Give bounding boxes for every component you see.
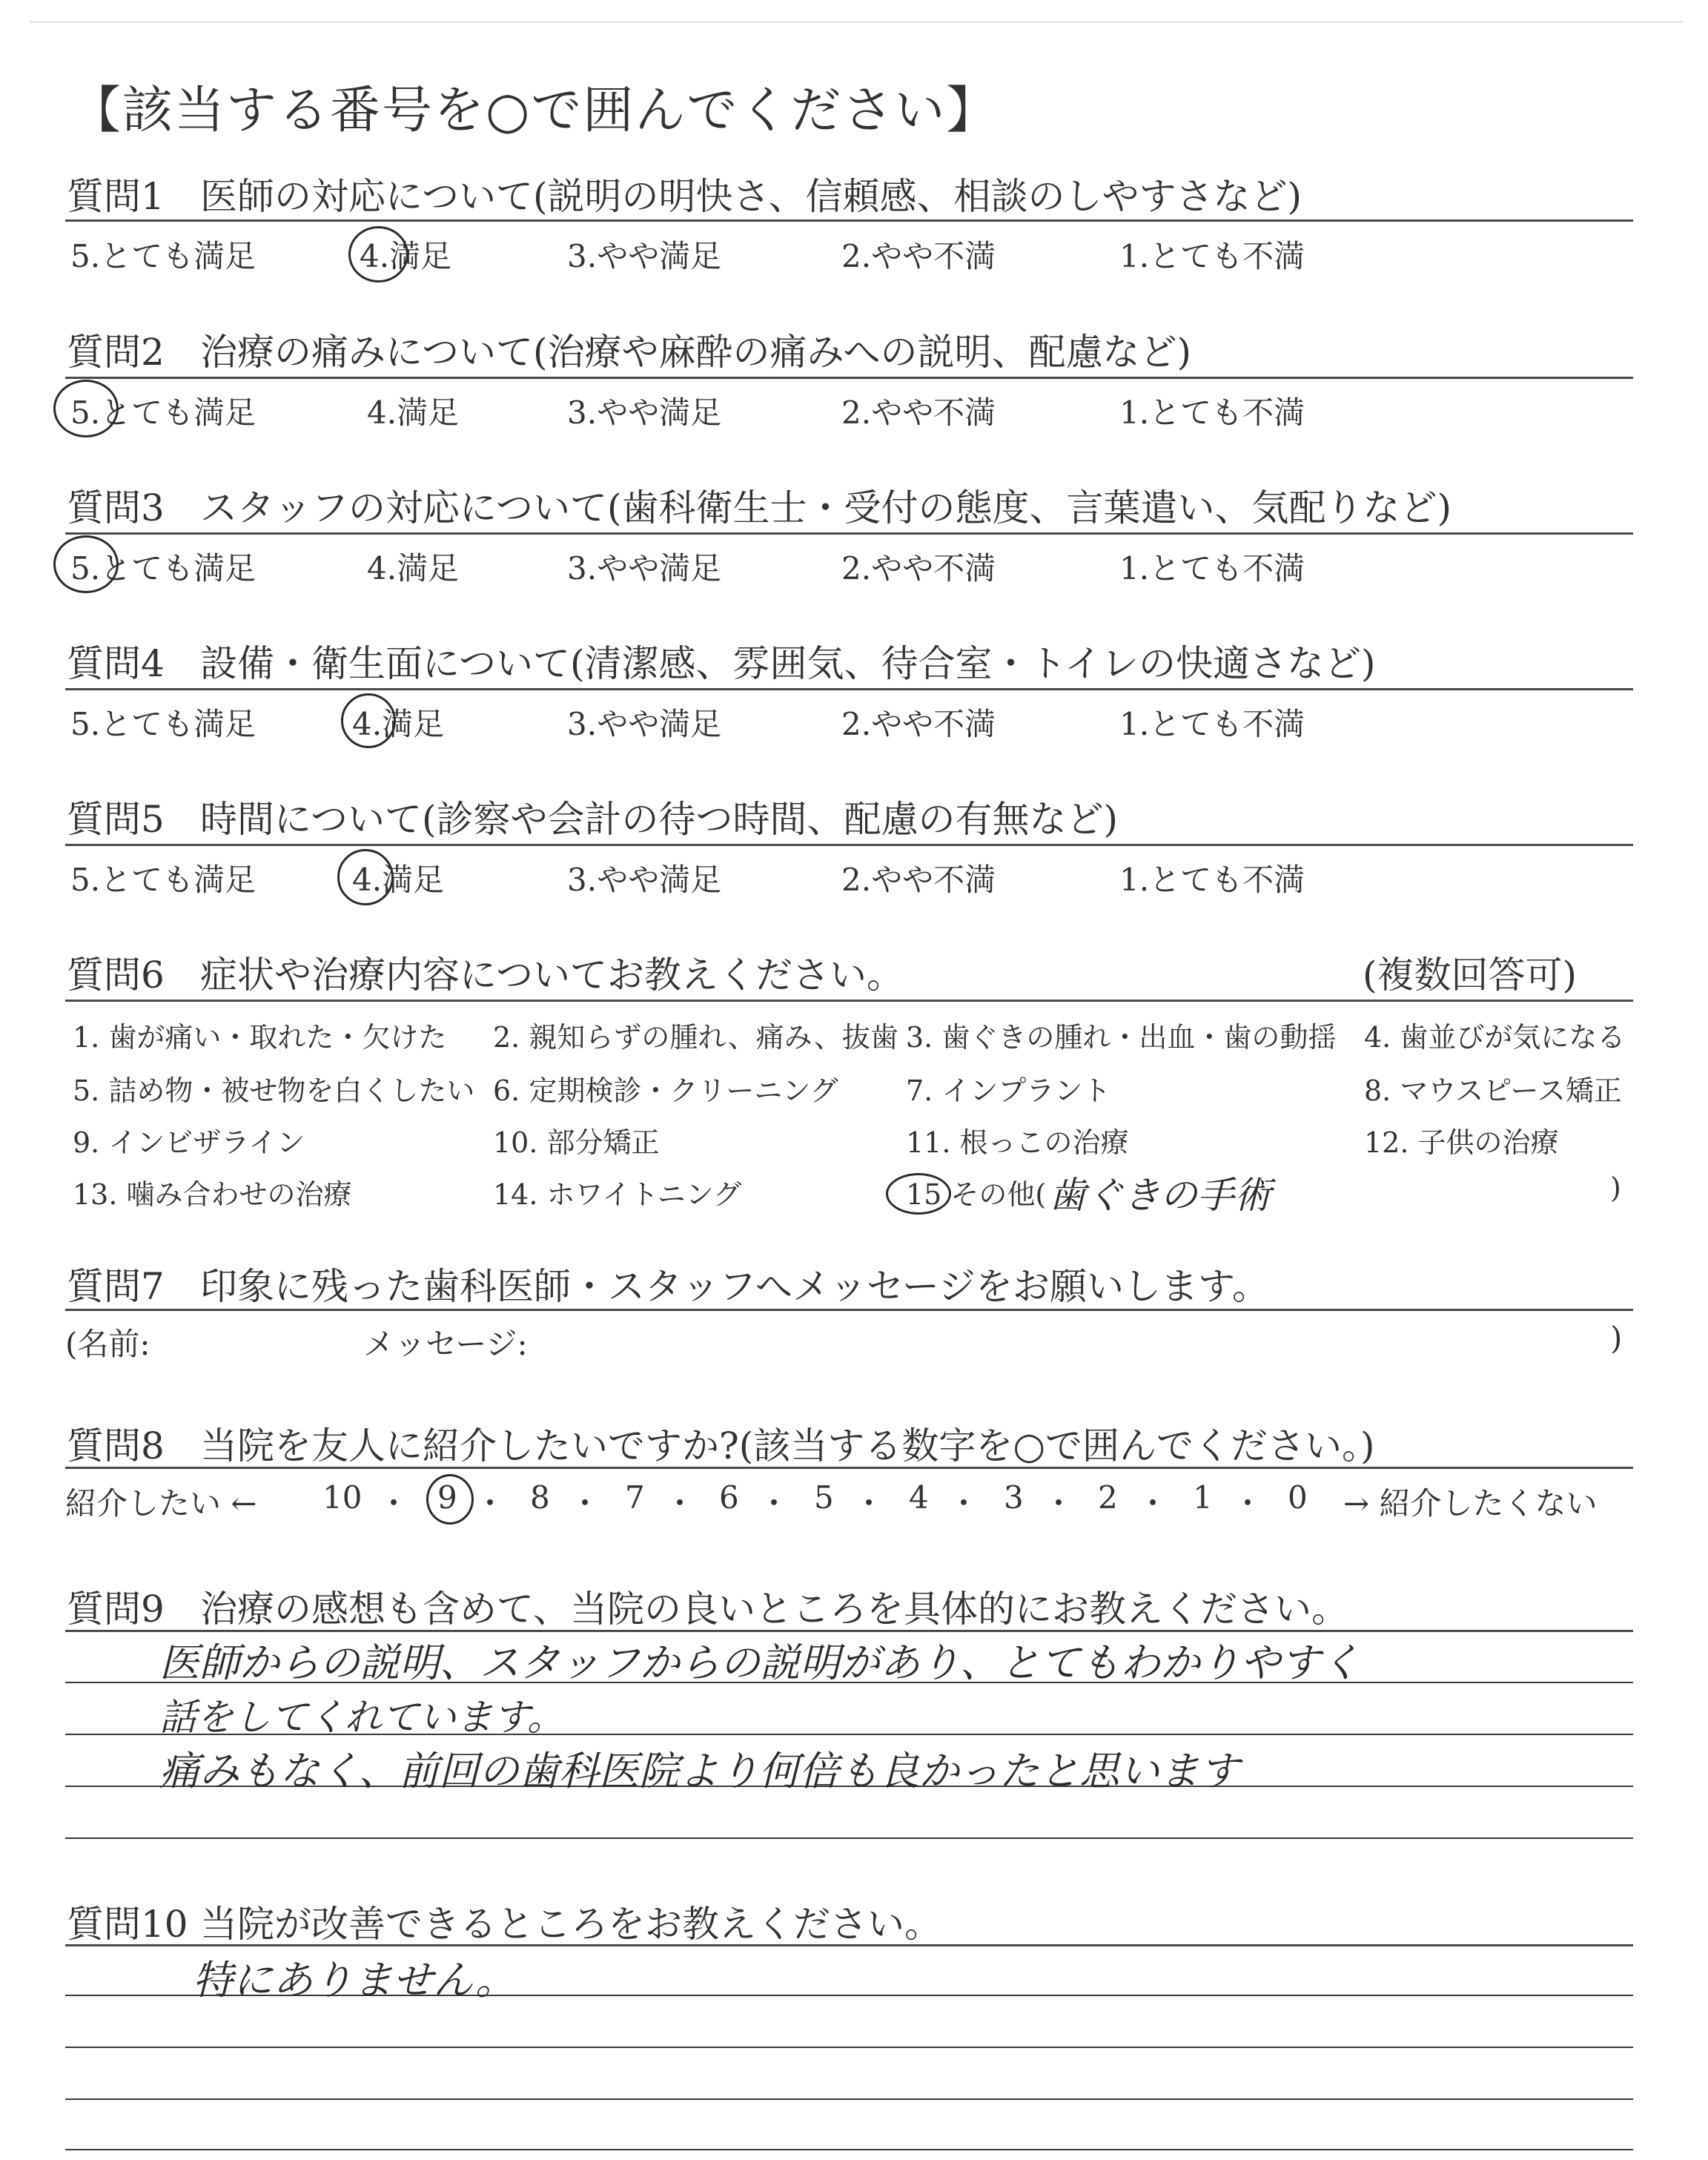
option-3[interactable]: 3.やや満足	[567, 394, 722, 431]
question-9	[67, 1579, 1348, 1633]
question-number: 質問10	[67, 1903, 188, 1946]
selection-circle	[426, 1474, 474, 1525]
question-1	[67, 167, 1302, 220]
q6-item-2[interactable]: 2. 親知らずの腫れ、痛み、抜歯	[493, 1021, 898, 1054]
question-4	[67, 634, 1376, 687]
scale-6[interactable]: 6	[719, 1479, 739, 1516]
question-number: 質問5	[67, 798, 165, 841]
writing-line	[65, 1837, 1633, 1839]
q6-item-11[interactable]: 11. 根っこの治療	[906, 1126, 1129, 1159]
scale-4[interactable]: 4	[909, 1479, 929, 1516]
scale-dot: ・	[853, 1485, 885, 1522]
option-5[interactable]: 5.とても満足	[70, 862, 256, 898]
scale-dot: ・	[664, 1485, 696, 1522]
option-5[interactable]: 5.とても満足	[70, 706, 256, 742]
other-handwritten-text: 歯ぐきの手術	[1049, 1174, 1271, 1217]
scale-8[interactable]: 8	[530, 1479, 550, 1516]
rule	[65, 532, 1633, 535]
scale-1[interactable]: 1	[1193, 1479, 1213, 1516]
q6-item-6[interactable]: 6. 定期検診・クリーニング	[493, 1074, 838, 1107]
scale-dot: ・	[378, 1485, 410, 1522]
option-2[interactable]: 2.やや不満	[841, 706, 996, 742]
option-4[interactable]: 4.満足	[367, 394, 460, 431]
question-number: 質問8	[67, 1424, 165, 1467]
question-3	[67, 478, 1452, 532]
question-2	[67, 323, 1191, 376]
question-number: 質問4	[67, 642, 165, 685]
rule	[65, 377, 1633, 379]
rule	[65, 1467, 1633, 1469]
selection-circle	[341, 693, 396, 748]
scale-dot: ・	[758, 1485, 790, 1522]
rule	[65, 1000, 1633, 1002]
scale-left-label: 紹介したい ←	[65, 1485, 257, 1522]
q6-item-7[interactable]: 7. インプラント	[906, 1074, 1111, 1107]
option-2[interactable]: 2.やや不満	[841, 862, 996, 898]
option-1[interactable]: 1.とても不満	[1119, 394, 1305, 431]
question-title: 当院を友人に紹介したいですか?(該当する数字を○で囲んでください。)	[200, 1424, 1375, 1467]
handwritten-answer-line: 痛みもなく、前回の歯科医院より何倍も良かったと思います	[159, 1748, 1239, 1794]
option-5[interactable]: 5.とても満足	[70, 550, 256, 587]
option-4[interactable]: 4.満足	[360, 238, 452, 274]
writing-line	[65, 2047, 1633, 2048]
q6-item-13[interactable]: 13. 噛み合わせの治療	[73, 1178, 352, 1211]
handwritten-answer-line: 話をしてくれています。	[159, 1696, 564, 1739]
scale-3[interactable]: 3	[1004, 1479, 1024, 1516]
q6-item-12[interactable]: 12. 子供の治療	[1364, 1126, 1559, 1159]
q6-item-3[interactable]: 3. 歯ぐきの腫れ・出血・歯の動揺	[906, 1021, 1337, 1054]
message-close-paren: )	[1610, 1320, 1623, 1356]
q6-item-5[interactable]: 5. 詰め物・被せ物を白くしたい	[73, 1074, 475, 1107]
question-title: 設備・衛生面について(清潔感、雰囲気、待合室・トイレの快適さなど)	[200, 642, 1376, 685]
question-number: 質問1	[67, 175, 165, 218]
question-title: 治療の痛みについて(治療や麻酔の痛みへの説明、配慮など)	[200, 331, 1192, 374]
message-label: メッセージ:	[363, 1326, 528, 1362]
question-number: 質問3	[67, 486, 165, 529]
writing-line	[65, 2149, 1633, 2150]
handwritten-answer-line: 特にありません。	[193, 1957, 516, 2004]
question-10	[67, 1895, 941, 1948]
selection-circle	[348, 226, 408, 283]
option-2[interactable]: 2.やや不満	[841, 550, 996, 587]
scale-dot: ・	[1043, 1485, 1075, 1522]
scale-5[interactable]: 5	[814, 1479, 834, 1516]
q6-item-14[interactable]: 14. ホワイトニング	[493, 1178, 742, 1211]
option-4[interactable]: 4.満足	[352, 706, 445, 742]
top-border	[30, 21, 1683, 23]
option-3[interactable]: 3.やや満足	[567, 238, 722, 274]
rule	[65, 844, 1633, 846]
option-5[interactable]: 5.とても満足	[70, 238, 256, 274]
option-1[interactable]: 1.とても不満	[1119, 706, 1305, 742]
scale-dot: ・	[569, 1485, 601, 1522]
question-title: 治療の感想も含めて、当院の良いところを具体的にお教えください。	[200, 1588, 1348, 1631]
option-2[interactable]: 2.やや不満	[841, 238, 996, 274]
selection-circle	[337, 849, 394, 905]
multiple-answer-note: (複数回答可)	[1363, 954, 1578, 997]
scale-2[interactable]: 2	[1098, 1479, 1118, 1516]
question-title: 医師の対応について(説明の明快さ、信頼感、相談のしやすさなど)	[200, 175, 1302, 218]
q6-item-8[interactable]: 8. マウスピース矯正	[1364, 1074, 1622, 1107]
scale-dot: ・	[948, 1485, 980, 1522]
question-title: 当院が改善できるところをお教えください。	[200, 1903, 941, 1946]
rule	[65, 688, 1633, 690]
scale-10[interactable]: 10	[322, 1479, 363, 1516]
option-4[interactable]: 4.満足	[367, 550, 460, 587]
question-title: 時間について(診察や会計の待つ時間、配慮の有無など)	[200, 798, 1119, 841]
question-title: 症状や治療内容についてお教えください。	[200, 954, 904, 997]
q6-item-15[interactable]: 15 その他(	[906, 1178, 1047, 1211]
scale-7[interactable]: 7	[625, 1479, 645, 1516]
option-3[interactable]: 3.やや満足	[567, 862, 722, 898]
question-title: 印象に残った歯科医師・スタッフへメッセージをお願いします。	[200, 1265, 1269, 1308]
question-7	[67, 1257, 1269, 1310]
question-number: 質問9	[67, 1588, 165, 1631]
scale-9[interactable]: 9	[437, 1479, 457, 1516]
rule	[65, 1309, 1633, 1311]
question-8	[67, 1416, 1374, 1470]
question-number: 質問7	[67, 1265, 165, 1308]
writing-line	[65, 2098, 1633, 2100]
scale-right-label: → 紹介したくない	[1343, 1485, 1598, 1522]
selection-circle	[53, 380, 119, 437]
question-number: 質問6	[67, 954, 165, 997]
option-2[interactable]: 2.やや不満	[841, 394, 996, 431]
q6-item-10[interactable]: 10. 部分矯正	[493, 1126, 660, 1159]
question-title: スタッフの対応について(歯科衛生士・受付の態度、言葉遣い、気配りなど)	[200, 486, 1452, 529]
selection-circle	[886, 1173, 951, 1215]
rule	[65, 1944, 1633, 1946]
scale-dot: ・	[1232, 1485, 1264, 1522]
rule	[65, 219, 1633, 222]
scale-dot: ・	[474, 1485, 506, 1522]
option-4[interactable]: 4.満足	[352, 862, 445, 898]
q6-item-9[interactable]: 9. インビザライン	[73, 1126, 305, 1159]
option-3[interactable]: 3.やや満足	[567, 706, 722, 742]
scale-dot: ・	[1137, 1485, 1169, 1522]
option-5[interactable]: 5.とても満足	[70, 394, 256, 431]
option-1[interactable]: 1.とても不満	[1119, 550, 1305, 587]
q6-item-1[interactable]: 1. 歯が痛い・取れた・欠けた	[73, 1021, 447, 1054]
instruction-header: 【該当する番号を○で囲んでください】	[70, 82, 999, 140]
option-3[interactable]: 3.やや満足	[567, 550, 722, 587]
selection-circle	[53, 535, 119, 593]
q6-item-4[interactable]: 4. 歯並びが気になる	[1364, 1021, 1626, 1054]
option-1[interactable]: 1.とても不満	[1119, 862, 1305, 898]
name-label: (名前:	[65, 1326, 150, 1362]
question-5	[67, 790, 1118, 843]
other-close-paren: )	[1610, 1172, 1621, 1204]
question-number: 質問2	[67, 331, 165, 374]
question-6	[67, 945, 904, 999]
option-1[interactable]: 1.とても不満	[1119, 238, 1305, 274]
scale-0[interactable]: 0	[1288, 1479, 1308, 1516]
handwritten-answer-line: 医師からの説明、スタッフからの説明があり、とてもわかりやすく	[159, 1639, 1360, 1686]
